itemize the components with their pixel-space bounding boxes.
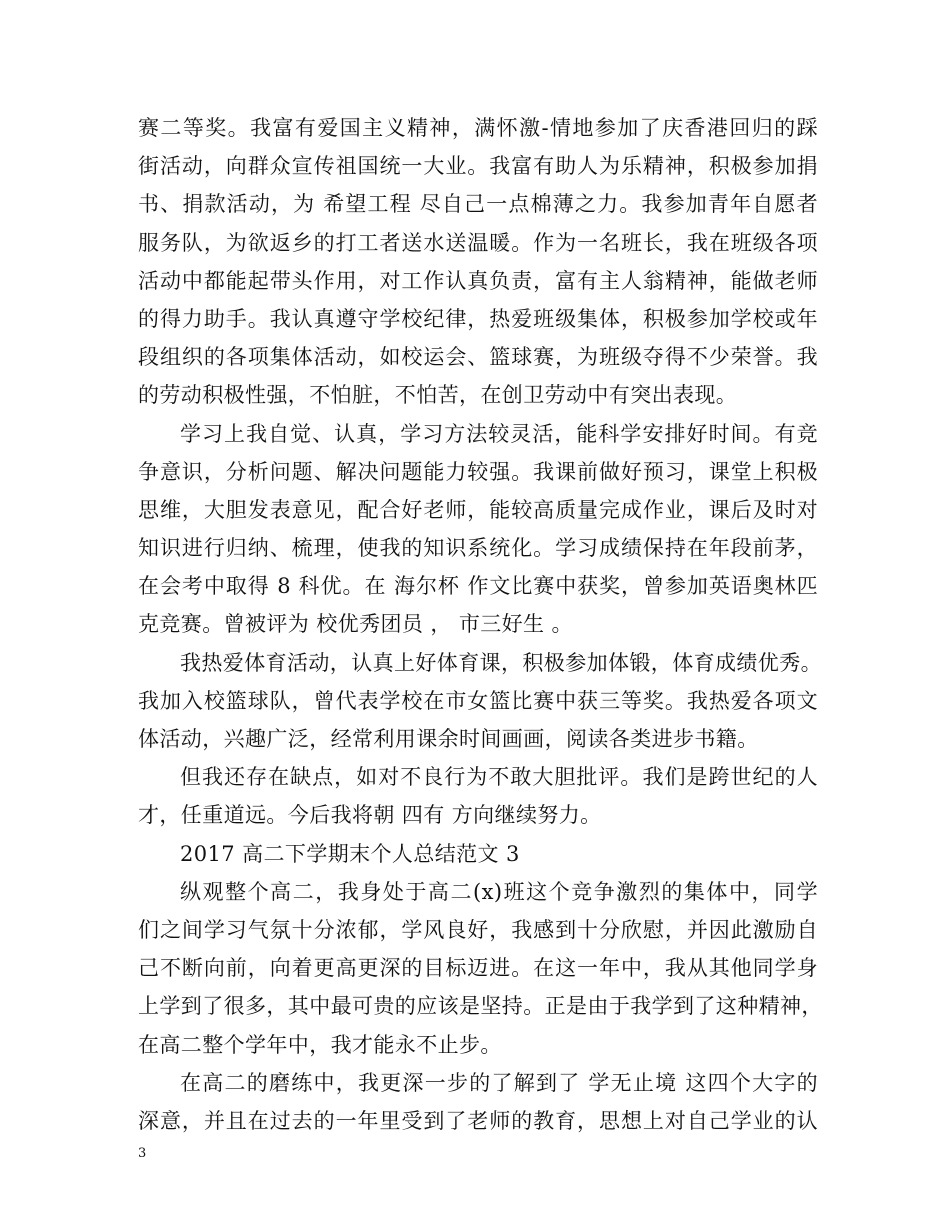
text-line: 才，任重道远。今后我将朝 四有 方向继续努力。 — [138, 803, 602, 828]
text-line: 争意识，分析问题、解决问题能力较强。我课前做好预习，课堂上积极 — [138, 459, 818, 484]
text-line: 在高二的磨练中，我更深一步的了解到了 学无止境 这四个大字的 — [180, 1070, 818, 1095]
text-line: 书、捐款活动，为 希望工程 尽自己一点棉薄之力。我参加青年自愿者 — [138, 192, 818, 217]
text-line: 在会考中取得 8 科优。在 海尔杯 作文比赛中获奖，曾参加英语奥林匹 — [138, 574, 818, 599]
text-line: 深意，并且在过去的一年里受到了老师的教育，思想上对自己学业的认 — [138, 1108, 818, 1133]
text-line: 我热爱体育活动，认真上好体育课，积极参加体锻，体育成绩优秀。 — [180, 650, 822, 675]
text-line: 纵观整个高二，我身处于高二(x)班这个竞争激烈的集体中，同学 — [180, 879, 818, 904]
text-line: 上学到了很多，其中最可贵的应该是坚持。正是由于我学到了这种精神， — [138, 994, 823, 1019]
text-line: 2017 高二下学期末个人总结范文 3 — [180, 841, 520, 866]
text-line: 街活动，向群众宣传祖国统一大业。我富有助人为乐精神，积极参加捐 — [138, 154, 818, 179]
page-number: 3 — [138, 1146, 147, 1161]
text-line: 克竞赛。曾被评为 校优秀团员 ， 市三好生 。 — [138, 612, 573, 637]
text-line: 段组织的各项集体活动，如校运会、篮球赛，为班级夺得不少荣誉。我 — [138, 345, 818, 370]
text-line: 思维，大胆发表意见，配合好老师，能较高质量完成作业，课后及时对 — [138, 497, 818, 522]
text-line: 们之间学习气氛十分浓郁，学风良好，我感到十分欣慰，并因此激励自 — [138, 917, 818, 942]
text-line: 知识进行归纳、梳理，使我的知识系统化。学习成绩保持在年段前茅， — [138, 536, 818, 561]
text-line: 在高二整个学年中，我才能永不止步。 — [138, 1032, 502, 1057]
text-line: 的得力助手。我认真遵守学校纪律，热爱班级集体，积极参加学校或年 — [138, 306, 818, 331]
text-line: 赛二等奖。我富有爱国主义精神，满怀激-情地参加了庆香港回归的踩 — [138, 116, 818, 140]
text-line: 但我还存在缺点，如对不良行为不敢大胆批评。我们是跨世纪的人 — [180, 765, 818, 790]
text-line: 活动中都能起带头作用，对工作认真负责，富有主人翁精神，能做老师 — [138, 268, 818, 293]
text-line: 学习上我自觉、认真，学习方法较灵活，能科学安排好时间。有竞 — [180, 421, 818, 446]
document-body — [138, 109, 823, 1140]
text-line: 我加入校篮球队，曾代表学校在市女篮比赛中获三等奖。我热爱各项文 — [138, 688, 818, 713]
text-line: 服务队，为欲返乡的打工者送水送温暖。作为一名班长，我在班级各项 — [138, 230, 818, 255]
text-line: 的劳动积极性强，不怕脏，不怕苦，在创卫劳动中有突出表现。 — [138, 383, 738, 408]
text-line: 体活动，兴趣广泛，经常利用课余时间画画，阅读各类进步书籍。 — [138, 727, 759, 751]
text-line: 己不断向前，向着更高更深的目标迈进。在这一年中，我从其他同学身 — [138, 956, 818, 981]
